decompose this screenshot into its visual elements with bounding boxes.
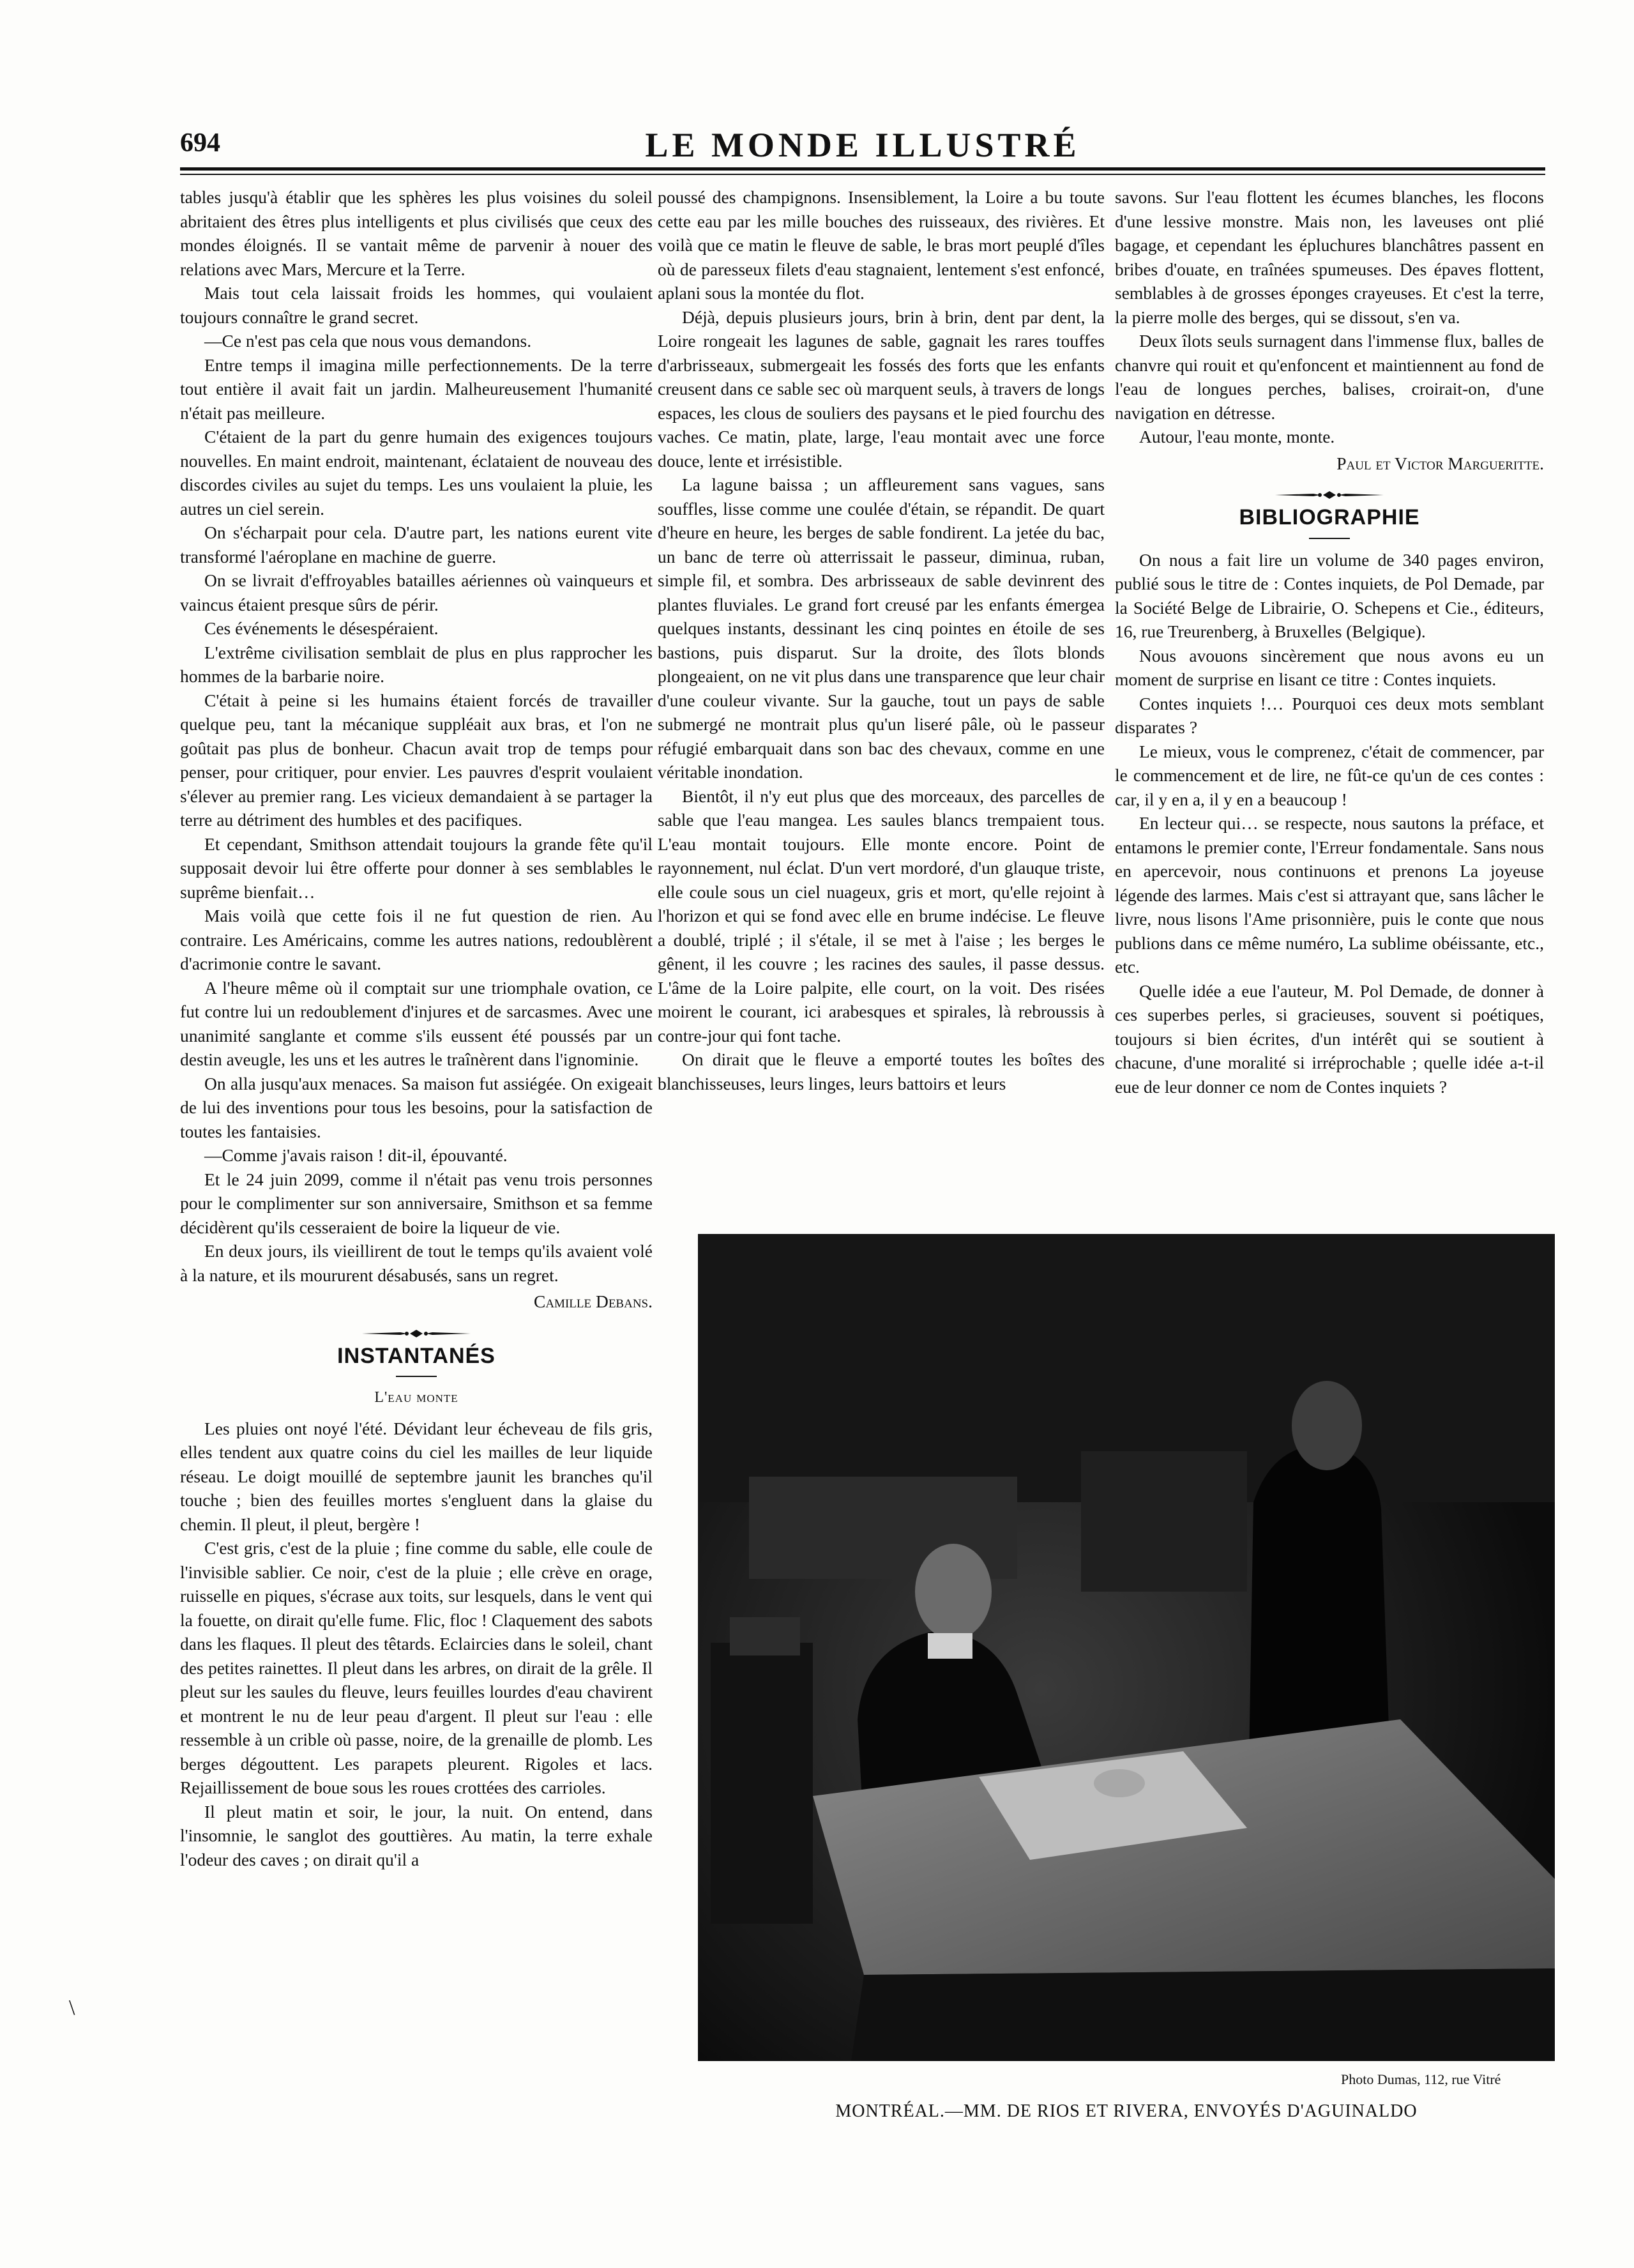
paragraph: Quelle idée a eue l'auteur, M. Pol Demade, de donner à ces superbes perles, si gracieuses, souvent si poétiques, toujours si bien écrites, d'un intérêt qui se soutient à chacune, d'une moralité si irréprochable ; quelle idée a-t-il eue de leur donner ce nom de Contes inquiets ? <box>1115 980 1544 1097</box>
paragraph: En lecteur qui… se respecte, nous sautons la préface, et entamons le premier conte, l'Erreur fondamentale. Sans nous en apercevoir, nous continuons et prenons La joyeuse légende des larmes. Mais c'est si attrayant que, sans lâcher le livre, nous lisons l'Ame prisonnière, puis le conte que nous publions dans ce même numéro, La sublime obéissante, etc., etc. <box>1115 813 1544 977</box>
paragraph: On alla jusqu'aux menaces. Sa maison fut assiégée. On exigeait de lui des inventions pour tous les besoins, pour la satisfaction de toutes les fantaisies. <box>180 1073 653 1141</box>
paragraph: Et cependant, Smithson attendait toujours la grande fête qu'il supposait devoir lui être offerte pour donner à ses semblables le suprême bienfait… <box>180 833 653 902</box>
paragraph: Nous avouons sincèrement que nous avons eu un moment de surprise en lisant ce titre : Contes inquiets. <box>1115 645 1544 689</box>
paragraph: Ces événements le désespéraient. <box>204 618 439 638</box>
photograph <box>698 1234 1555 2061</box>
paragraph: Il pleut matin et soir, le jour, la nuit. On entend, dans l'insomnie, le sanglot des gouttières. Au matin, la terre exhale l'odeur des caves ; on dirait qu'il a <box>180 1801 653 1869</box>
paragraph: La lagune baissa ; un affleurement sans vagues, sans souffles, lisse comme une coulée d'étain, se répandit. De quart d'heure en heure, les berges de sable fondirent. La jetée du bac, un banc de terre où atterrissait le passeur, diminua, ruban, simple fil, et sombra. Des arbrisseaux de sable devinrent des plantes fluviales. Le grand fort creusé par les enfants émergea quelques instants, dessinant les cinq pointes en étoile de ses bastions, puis disparut. Sur la droite, des îlots blonds plongeaient, on ne vit plus dans une transparence que leur chair d'une couleur vivante. Sur la gauche, tout un pays de sable submergé ne montrait plus qu'un liseré pâle, où le passeur réfugié embarquait dans son bac des chevaux, comme en une véritable inondation. <box>658 475 1105 782</box>
paragraph: Mais tout cela laissait froids les hommes, qui voulaient toujours connaître le grand secret. <box>180 283 653 327</box>
paragraph: Deux îlots seuls surnagent dans l'immense flux, balles de chanvre qui rouit et qu'enfoncent et maintiennent au fond de l'eau de longues perches, balises, croirait-on, d'une navigation en détresse. <box>1115 331 1544 423</box>
photograph-image <box>698 1234 1555 2061</box>
header-rule-thin <box>180 174 1545 175</box>
section-title-bibliographie: BIBLIOGRAPHIE <box>1239 505 1420 529</box>
paragraph: tables jusqu'à établir que les sphères les plus voisines du soleil abritaient des êtres plus intelligents et plus civilisés que ceux des mondes éloignés. Il se vantait même de parvenir à nouer des relations avec Mars, Mercure et la Terre. <box>180 187 653 279</box>
paragraph: savons. Sur l'eau flottent les écumes blanches, les flocons d'une lessive monstre. Mais non, les laveuses ont plié bagage, et cependant les épluchures blanchâtres passent en bribes d'ouate, en traînées spumeuses. Des épaves flottent, semblables à de grosses éponges crayeuses. Et c'est la terre, la pierre molle des berges, qui se dissout, s'en va. <box>1115 187 1544 327</box>
paragraph: —Comme j'avais raison ! dit-il, épouvanté. <box>204 1145 508 1165</box>
title-rule <box>1309 538 1350 539</box>
paragraph: Déjà, depuis plusieurs jours, brin à brin, dent par dent, la Loire rongeait les lagunes de sable, gagnait les rares touffes d'arbrisseaux, submergeait les fossés des forts que les enfants creusent dans ce sable sec où marquent seuls, à travers de longs espaces, les clous de souliers des paysans et le pied fourchu des vaches. Ce matin, plate, large, l'eau montait avec une force douce, lente et irrésistible. <box>658 307 1105 471</box>
photo-credit: Photo Dumas, 112, rue Vitré <box>1341 2071 1501 2087</box>
column-2 <box>658 185 1105 1095</box>
section-subtitle: L'eau monte <box>374 1389 458 1406</box>
paragraph: C'était à peine si les humains étaient forcés de travailler quelque peu, tant la mécanique suppléait aux bras, et l'on ne goûtait pas plus de bonheur. Chacun avait trop de temps pour penser, pour critiquer, pour envier. Les pauvres d'esprit voulaient s'élever au premier rang. Les vicieux demandaient à se partager la terre au détriment des humbles et des pacifiques. <box>180 690 653 830</box>
paragraph: C'étaient de la part du genre humain des exigences toujours nouvelles. En maint endroit, maintenant, éclataient de nouveau des discordes civiles au sujet du temps. Les uns voulaient la pluie, les autres un ciel serein. <box>180 427 653 519</box>
ornament-divider-icon <box>1275 491 1384 499</box>
paragraph: Le mieux, vous le comprenez, c'était de commencer, par le commencement et de lire, ne fût-ce qu'un de ces contes : car, il y en a, il y en a beaucoup ! <box>1115 741 1544 809</box>
ornament-divider-icon <box>362 1329 471 1338</box>
paragraph: —Ce n'est pas cela que nous vous demandons. <box>204 331 532 351</box>
paragraph: Les pluies ont noyé l'été. Dévidant leur écheveau de fils gris, elles tendent aux quatre coins du ciel les mailles de leur liquide réseau. Le doigt mouillé de septembre jaunit les branches qu'il touche ; bien des feuilles mortes s'engluent dans la glaise du chemin. Il pleut, il pleut, bergère ! <box>180 1418 653 1534</box>
paragraph: Et le 24 juin 2099, comme il n'était pas venu trois personnes pour le complimenter sur son anniversaire, Smithson et sa femme décidèrent qu'ils cesseraient de boire la liqueur de vie. <box>180 1169 653 1237</box>
page-number: 694 <box>180 128 220 158</box>
paragraph: C'est gris, c'est de la pluie ; fine comme du sable, elle coule de l'invisible sablier. Ce noir, c'est de la pluie ; elle crève en orage, ruisselle en piques, s'écrase aux toits, sur lesquels, dans le vent qui la fouette, on dirait qu'elle fume. Flic, floc ! Claquement des sabots dans les flaques. Il pleut des têtards. Eclaircies dans le soleil, chant des petites rainettes. Il pleut dans les arbres, on dirait de la grêle. Il pleut sur les saules du fleuve, leurs feuilles lourdes d'eau chavirent et montrent le nu de leur peau d'argent. Il pleut sur l'eau : elle ressemble à un crible où passe, noire, de la grenaille de plomb. Les berges dégouttent. Les parapets pleurent. Rigoles et lacs. Rejaillissement de boue sous les roues crottées des carrioles. <box>180 1538 653 1797</box>
paragraph: Mais voilà que cette fois il ne fut question de rien. Au contraire. Les Américains, comme les autres nations, redoublèrent d'acrimonie contre le savant. <box>180 906 653 973</box>
paragraph: poussé des champignons. Insensiblement, la Loire a bu toute cette eau par les mille bouches des ruisseaux, des rivières. Et voilà que ce matin le fleuve de sable, le bras mort peuplé d'îles où de paresseux filets d'eau stagnaient, lentement s'est enfoncé, aplani sous la montée du flot. <box>658 187 1105 303</box>
header-rule <box>180 167 1545 171</box>
title-rule <box>396 1376 437 1377</box>
paragraph: On se livrait d'effroyables batailles aériennes où vainqueurs et vaincus étaient presque sûrs de périr. <box>180 570 653 614</box>
paragraph: A l'heure même où il comptait sur une triomphale ovation, ce fut contre lui un redoublement d'injures et de sarcasmes. Avec une unanimité sanglante et comme s'ils eussent été poussés par un destin aveugle, les uns et les autres le traînèrent dans l'ignominie. <box>180 977 653 1069</box>
section-title-instantanes: INSTANTANÉS <box>337 1343 495 1368</box>
paragraph: On nous a fait lire un volume de 340 pages environ, publié sous le titre de : Contes inquiets, de Pol Demade, par la Société Belge de Librairie, O. Schepens et Cie., éditeurs, 16, rue Treurenberg, à Bruxelles (Belgique). <box>1115 549 1544 641</box>
author-signature: Paul et Victor Margueritte. <box>1336 453 1544 473</box>
paragraph: En deux jours, ils vieillirent de tout le temps qu'ils avaient volé à la nature, et ils moururent désabusés, sans un regret. <box>180 1241 653 1285</box>
column-3 <box>1115 185 1544 1099</box>
photo-caption: MONTRÉAL.—MM. DE RIOS ET RIVERA, ENVOYÉS D'AGUINALDO <box>835 2101 1418 2121</box>
column-1 <box>180 185 653 1871</box>
paragraph: Bientôt, il n'y eut plus que des morceaux, des parcelles de sable que l'eau mangea. Les saules blancs trempaient tous. L'eau montait toujours. Elle monte encore. Point de rayonnement, nul éclat. D'un vert mordoré, d'un glauque triste, elle coule sous un ciel nuageux, gris et mort, qu'elle rejoint à l'horizon et qui se fond avec elle en brume indécise. Le fleuve a doublé, triplé ; il s'étale, il se met à l'aise ; les berges le gênent, il les couvre ; les racines des saules, il passe dessus. L'âme de la Loire palpite, elle court, on la voit. Des risées moirent le courant, ici arabesques et spirales, là rebroussis à contre-jour qui font tache. <box>658 786 1105 1046</box>
paragraph: On dirait que le fleuve a emporté toutes les boîtes des blanchisseuses, leurs linges, leurs battoirs et leurs <box>658 1049 1105 1093</box>
margin-mark: \ <box>69 1996 75 2020</box>
paragraph: Entre temps il imagina mille perfectionnements. De la terre tout entière il avait fait un jardin. Malheureusement l'humanité n'était pas meilleure. <box>180 354 653 423</box>
paragraph: L'extrême civilisation semblait de plus en plus rapprocher les hommes de la barbarie noire. <box>180 642 653 686</box>
paragraph: Contes inquiets !… Pourquoi ces deux mots semblant disparates ? <box>1115 693 1544 737</box>
paragraph: On s'écharpait pour cela. D'autre part, les nations eurent vite transformé l'aéroplane en machine de guerre. <box>180 522 653 567</box>
masthead-title: LE MONDE ILLUSTRÉ <box>645 126 1080 164</box>
paragraph: Autour, l'eau monte, monte. <box>1139 427 1335 446</box>
author-signature: Camille Debans. <box>533 1291 653 1311</box>
page-header <box>180 128 1545 166</box>
